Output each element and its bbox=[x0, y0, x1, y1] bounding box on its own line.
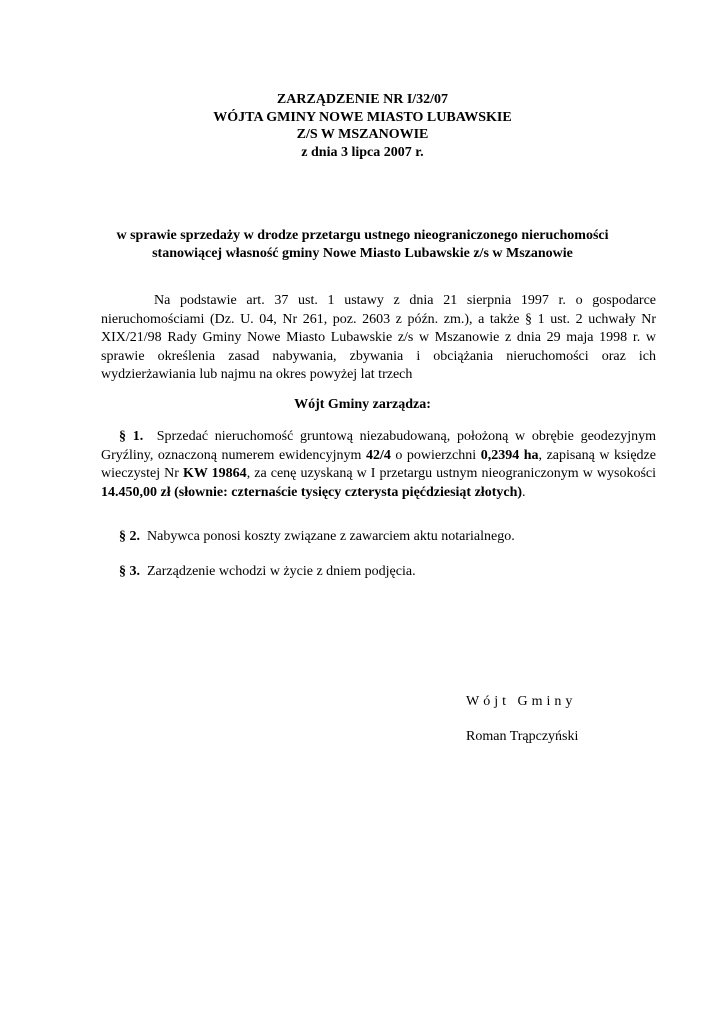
paragraph-1-text-e: . bbox=[522, 484, 526, 500]
plot-area: 0,2394 ha bbox=[480, 447, 539, 463]
header-issuer: WÓJTA GMINY NOWE MIASTO LUBAWSKIE bbox=[213, 109, 512, 125]
signature-title: Wójt Gminy bbox=[466, 694, 577, 709]
sale-price: 14.450,00 zł (słownie: czternaście tysięcy czterysta pięćdziesiąt złotych) bbox=[101, 484, 523, 500]
paragraph-2-mark: § 2. bbox=[119, 529, 140, 544]
paragraph-1-text-a: Sprzedać nieruchomość gruntową niezabudowaną, położoną w obrębie geodezyjnym Gryźliny, oznaczoną numerem ewidencyjnym bbox=[101, 429, 657, 463]
paragraph-3 bbox=[119, 563, 656, 581]
paragraph-1-text-d: , za cenę uzyskaną w I przetargu ustnym nieograniczonym w wysokości bbox=[246, 466, 656, 481]
land-register-number: KW 19864 bbox=[182, 466, 247, 481]
paragraph-1 bbox=[101, 428, 656, 502]
subject-line-1: w sprawie sprzedaży w drodze przetargu ustnego nieograniczonego nieruchomości bbox=[116, 228, 609, 243]
paragraph-2 bbox=[119, 528, 656, 546]
decree-heading: Wójt Gminy zarządza: bbox=[294, 397, 431, 412]
header-seat: Z/S W MSZANOWIE bbox=[296, 127, 429, 142]
plot-number: 42/4 bbox=[365, 447, 391, 463]
paragraph-1-text-c: , zapisaną w księdze wieczystej Nr bbox=[101, 447, 656, 481]
document-subject bbox=[0, 227, 725, 263]
document-header bbox=[0, 91, 725, 161]
paragraph-1-mark: § 1. bbox=[119, 429, 144, 444]
paragraph-1-text-b: o powierzchni bbox=[390, 447, 481, 463]
legal-basis-paragraph: Na podstawie art. 37 ust. 1 ustawy z dnia 21 sierpnia 1997 r. o gospodarce nieruchomościami (Dz. U. 04, Nr 261, poz. 2603 z późn. zm.), a także § 1 ust. 2 uchwały Nr XIX/21/98 Rady Gminy Nowe Miasto Lubawskie z/s w Mszanowie z dnia 29 maja 1998 r. w sprawie określenia zasad nabywania, zbywania i obciążania nieruchomości oraz ich wydzierżawiania lub najmu na okres powyżej lat trzech bbox=[101, 293, 656, 382]
signature-name: Roman Trąpczyński bbox=[466, 729, 579, 744]
paragraph-3-mark: § 3. bbox=[119, 564, 140, 579]
paragraph-2-text: Nabywca ponosi koszty związane z zawarciem aktu notarialnego. bbox=[147, 529, 515, 544]
header-decree-number: ZARZĄDZENIE NR I/32/07 bbox=[276, 92, 449, 107]
paragraph-3-text: Zarządzenie wchodzi w życie z dniem podjęcia. bbox=[147, 564, 416, 579]
subject-line-2: stanowiącej własność gminy Nowe Miasto Lubawskie z/s w Mszanowie bbox=[152, 246, 573, 261]
header-date: z dnia 3 lipca 2007 r. bbox=[301, 144, 424, 160]
